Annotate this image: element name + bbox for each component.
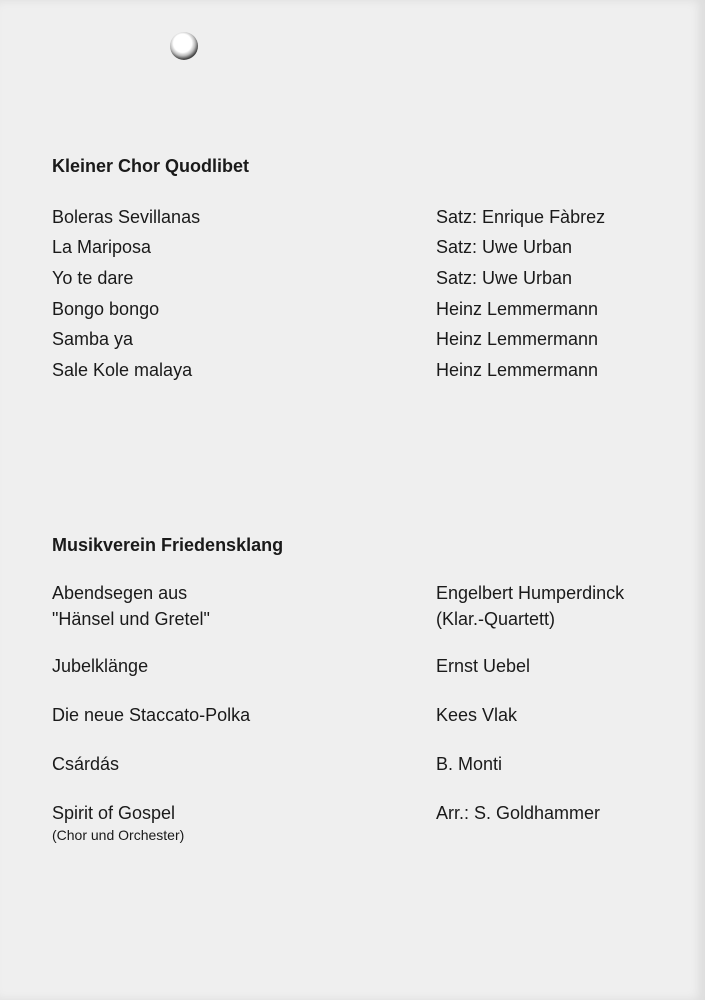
piece-composer: B. Monti <box>436 754 503 774</box>
section-title-kleiner-chor: Kleiner Chor Quodlibet <box>52 156 250 176</box>
piece-composer: Kees Vlak <box>436 705 518 725</box>
piece-title: La Mariposa <box>52 237 152 257</box>
piece-composer: Engelbert Humperdinck <box>436 583 625 603</box>
piece-title: Samba ya <box>52 329 134 349</box>
piece-title: Csárdás <box>52 754 120 774</box>
piece-composer: Ernst Uebel <box>436 656 531 676</box>
piece-title: Bongo bongo <box>52 299 160 319</box>
piece-note: (Chor und Orchester) <box>52 827 185 843</box>
piece-title: Boleras Sevillanas <box>52 207 201 227</box>
piece-title: Spirit of Gospel <box>52 803 176 823</box>
piece-composer: Satz: Uwe Urban <box>436 237 573 257</box>
piece-ensemble: (Klar.-Quartett) <box>436 609 556 629</box>
piece-title: Jubelklänge <box>52 656 149 676</box>
piece-title: Sale Kole malaya <box>52 360 193 380</box>
piece-composer: Heinz Lemmermann <box>436 360 599 380</box>
punch-hole <box>170 32 198 60</box>
piece-title-line2: "Hänsel und Gretel" <box>52 609 210 629</box>
piece-title: Yo te dare <box>52 268 134 288</box>
piece-composer: Heinz Lemmermann <box>436 329 599 349</box>
piece-title: Die neue Staccato-Polka <box>52 705 251 725</box>
piece-composer: Arr.: S. Goldhammer <box>436 803 601 823</box>
piece-title: Abendsegen aus <box>52 583 188 603</box>
piece-composer: Satz: Uwe Urban <box>436 268 573 288</box>
piece-composer: Heinz Lemmermann <box>436 299 599 319</box>
section-title-musikverein: Musikverein Friedensklang <box>52 535 284 555</box>
piece-composer: Satz: Enrique Fàbrez <box>436 207 606 227</box>
